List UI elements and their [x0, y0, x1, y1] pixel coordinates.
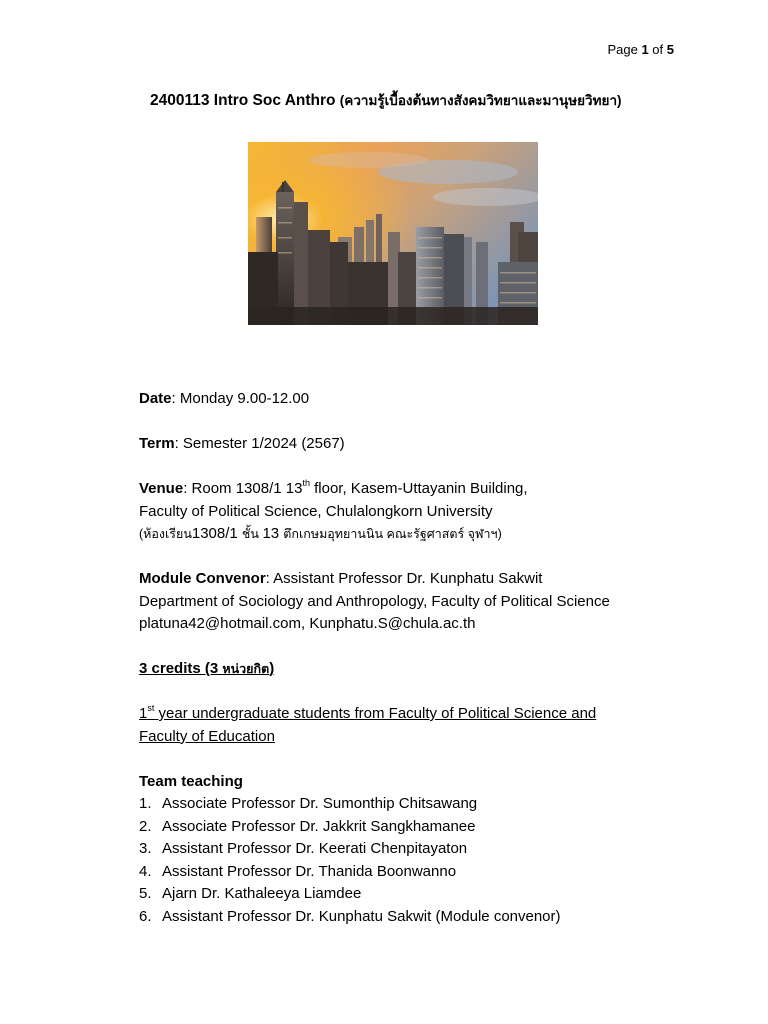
list-item-name: Assistant Professor Dr. Thanida Boonwanno: [162, 862, 457, 880]
venue-thai-room-prefix: (ห้องเรียน: [139, 527, 192, 541]
venue-floor-suffix: th: [302, 478, 310, 488]
venue-thai-room-number: 1308/1: [191, 525, 242, 542]
convenor-name: : Assistant Professor Dr. Kunphatu Sakwit: [265, 570, 543, 587]
venue-line-2: Faculty of Political Science, Chulalongkorn University: [139, 502, 493, 520]
term-line: [139, 433, 699, 456]
course-title: [150, 89, 622, 111]
list-item: [139, 861, 699, 884]
list-item-name: Associate Professor Dr. Sumonthip Chitsawang: [162, 795, 478, 812]
list-item: [139, 793, 699, 816]
list-item-number: 4.: [139, 862, 152, 880]
convenor-block: [139, 568, 699, 636]
venue-room: : Room 1308/1 13: [183, 480, 303, 497]
credits-thai-unit: หน่วยกิต: [222, 662, 270, 676]
audience-description: year undergraduate students from Faculty of Political Science and: [154, 705, 597, 722]
course-code-name: 2400113 Intro Soc Anthro: [150, 92, 340, 109]
audience-line-2: Faculty of Education: [139, 727, 275, 745]
venue-line-1: [139, 478, 699, 501]
audience-block: [139, 703, 699, 748]
team-list: [139, 793, 699, 928]
list-item-number: 1.: [139, 795, 152, 812]
list-item-number: 5.: [139, 885, 152, 902]
city-skyline-image: [248, 142, 538, 325]
date-value: : Monday 9.00-12.00: [171, 390, 310, 407]
audience-year-number: 1: [139, 705, 148, 722]
credits-close: ): [269, 660, 275, 677]
convenor-department: Department of Sociology and Anthropology, Faculty of Political Science: [139, 592, 610, 610]
page-prefix: Page: [607, 42, 642, 57]
page-current: 1: [641, 42, 649, 57]
page-total: 5: [666, 42, 674, 57]
list-item-number: 6.: [139, 907, 152, 925]
audience-line-1: [139, 703, 699, 726]
venue-block: [139, 478, 699, 546]
convenor-emails: platuna42@hotmail.com, Kunphatu.S@chula.ac.th: [139, 615, 476, 632]
list-item-name: Assistant Professor Dr. Keerati Chenpitayaton: [162, 840, 468, 857]
date-label: Date: [139, 390, 172, 407]
list-item: [139, 838, 699, 861]
team-teaching-block: [139, 771, 699, 929]
page-middle: of: [648, 42, 667, 57]
venue-line-3: [139, 523, 699, 546]
course-details: [139, 388, 699, 928]
list-item-name: Ajarn Dr. Kathaleeya Liamdee: [162, 885, 362, 902]
credits-text: [139, 660, 274, 677]
date-line: [139, 388, 699, 411]
list-item: [139, 816, 699, 839]
term-label: Term: [139, 435, 175, 452]
team-heading: Team teaching: [139, 772, 243, 790]
course-thai-name: (ความรู้เบื้องต้นทางสังคมวิทยาและมานุษยวิทยา): [339, 93, 622, 108]
list-item: [139, 906, 699, 929]
venue-label: Venue: [139, 480, 184, 497]
credits-count: 3 credits (3: [139, 660, 223, 677]
list-item: [139, 883, 699, 906]
audience-year-suffix: st: [147, 703, 155, 713]
term-value: : Semester 1/2024 (2567): [174, 435, 345, 452]
venue-thai-building: ตึกเกษมอุทยานนิน คณะรัฐศาสตร์ จุฬาฯ): [283, 527, 502, 541]
list-item-number: 3.: [139, 840, 152, 857]
page-indicator: [607, 42, 674, 57]
convenor-line: [139, 568, 699, 591]
convenor-label: Module Convenor: [139, 570, 266, 587]
list-item-name: Assistant Professor Dr. Kunphatu Sakwit (Module convenor): [162, 907, 561, 925]
list-item-name: Associate Professor Dr. Jakkrit Sangkhamanee: [162, 817, 476, 835]
venue-thai-floor-word: ชั้น: [241, 527, 263, 541]
venue-building: floor, Kasem-Uttayanin Building,: [309, 480, 528, 497]
venue-thai-floor-number: 13: [262, 525, 284, 542]
list-item-number: 2.: [139, 817, 152, 835]
credits-line: [139, 658, 699, 681]
